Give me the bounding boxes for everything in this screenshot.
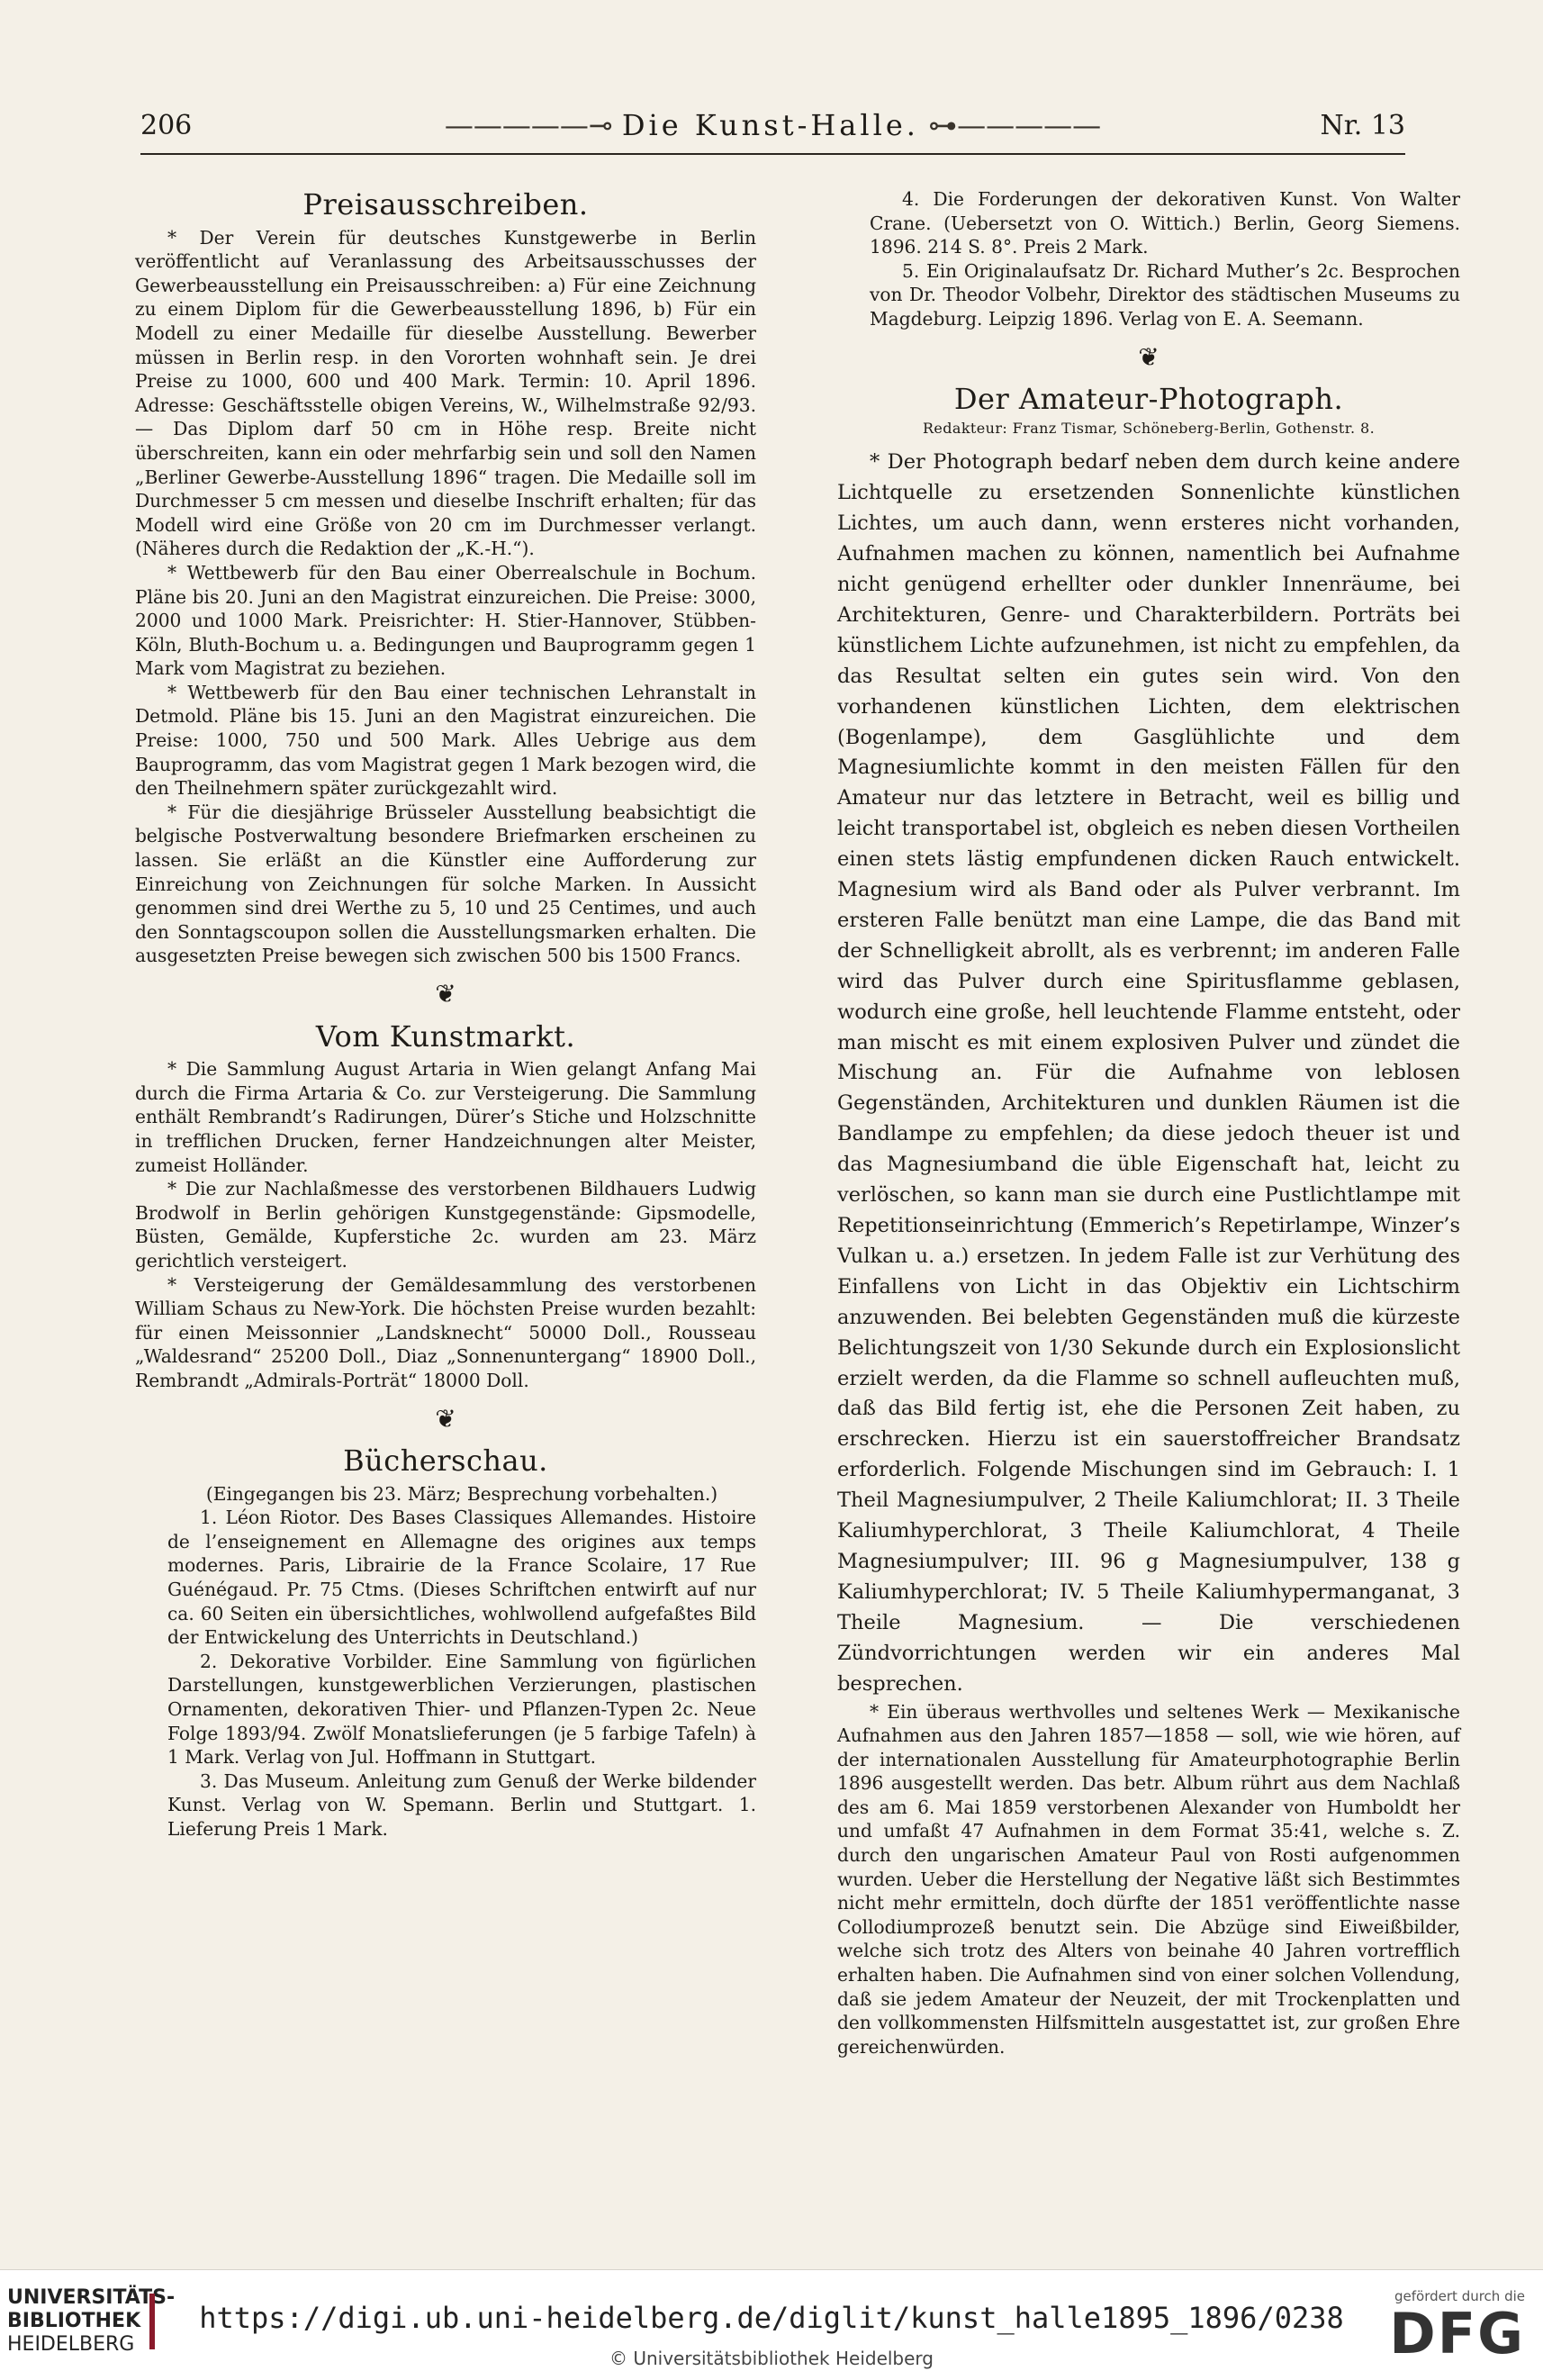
paragraph: * Der Photograph bedarf neben dem durch keine andere Lichtquelle zu ersetzenden Sonnenlichte künstlichen Lichtes, um auch dann, wenn ersteres nicht vorhanden, Aufnahmen machen zu können, namentlich bei Aufnahme nicht genügend erhellter oder dunkler Innenräume, bei Architekturen, Genre- und Charakterbildern. Porträts bei künstlichem Lichte aufzunehmen, ist nicht zu empfehlen, da das Resultat selten ein gutes sein wird. Von den vorhandenen künstlichen Lichten, dem elektrischen (Bogenlampe), dem Gasglühlichte und dem Magnesiumlichte kommt in den meisten Fällen für den Amateur nur das letztere in Betracht, weil es billig und leicht transportabel ist, obgleich es neben diesen Vortheilen einen stets lästig empfundenen dicken Rauch entwickelt. Magnesium wird als Band oder als Pulver verbrannt. Im ersteren Falle benützt man eine Lampe, die das Band mit der Schnelligkeit abrollt, als es verbrennt; im anderen Falle wird das Pulver durch eine Spiritusflamme geblasen, wodurch eine große, hell leuchtende Flamme entsteht, oder man mischt es mit einem explosiven Pulver und zündet die Mischung an. Für die Aufnahme von leblosen Gegenständen, Architekturen und dunklen Räumen ist die Bandlampe zu empfehlen; da diese jedoch theuer ist und das Magnesiumband die üble Eigenschaft hat, leicht zu verlöschen, so kann man sie durch eine Pustlichtlampe mit Repetitionseinrichtung (Emmerich’s Repetirlampe, Winzer’s Vulkan u. a.) ersetzen. In jedem Falle ist zur Verhütung des Einfallens von Licht in das Objektiv ein Lichtschirm anzuwenden. Bei belebten Gegenständen muß die kürzeste Belichtungszeit von 1/30 Sekunde durch ein Explosionslicht erzielt werden, da die Flamme so schnell aufleuchten muß, daß das Bild fertig ist, ehe die Personen Zeit haben, zu erschrecken. Hierzu ist ein sauerstoffreicher Brandsatz erforderlich. Folgende Mischungen sind im Gebrauch: I. 1 Theil Magnesiumpulver, 2 Theile Kaliumchlorat; II. 3 Theile Kaliumhyperchlorat, 3 Theile Kaliumchlorat, 4 Theile Magnesiumpulver; III. 96 g Magnesiumpulver, 138 g Kaliumhyperchlorat; IV. 5 Theile Kaliumhypermanganat, 3 Theile Magnesium. — Die verschiedenen Zündvorrichtungen werden wir ein anderes Mal besprechen. bbox=[837, 450, 1460, 1696]
header-rule bbox=[140, 153, 1405, 155]
paragraph: * Für die diesjährige Brüsseler Ausstellung beabsichtigt die belgische Postverwaltung besondere Briefmarken erscheinen zu lassen. Sie erläßt an die Künstler eine Aufforderung zur Einreichung von Zeichnungen für solche Marken. In Aussicht genommen sind drei Werthe zu 5, 10 und 25 Centimes, und auch den Sonntagscoupon sollen die Ausstellungsmarken erhalten. Die ausgesetzten Preise bewegen sich zwischen 500 bis 1500 Francs. bbox=[135, 801, 756, 967]
dfg-logo[interactable] bbox=[1389, 2288, 1525, 2364]
ornament-icon: ❦ bbox=[435, 979, 456, 1009]
paragraph: * Der Verein für deutsches Kunstgewerbe in Berlin veröffentlicht auf Veranlassung des Arbeitsausschusses der Gewerbeausstellung ein Preisausschreiben: a) Für eine Zeichnung zu einem Diplom für die Gewerbeausstellung 1896, b) Für ein Modell zu einer Medaille für dieselbe Ausstellung. Bewerber müssen in Berlin resp. in den Vororten wohnhaft sein. Je drei Preise zu 1000, 600 und 400 Mark. Termin: 10. April 1896. Adresse: Geschäftsstelle obigen Vereins, W., Wilhelmstraße 92/93. — Das Diplom darf 50 cm in Höhe resp. Breite nicht überschreiten, kann ein oder mehrfarbig sein und soll den Namen „Berliner Gewerbe-Ausstellung 1896“ tragen. Die Medaille soll im Durchmesser 5 cm messen und dieselbe Inschrift erhalten; für das Modell wird eine Größe von 20 cm im Durchmesser verlangt. (Näheres durch die Redaktion der „K.-H.“). bbox=[135, 226, 756, 560]
left-column bbox=[135, 187, 756, 1842]
section-heading-kunstmarkt: Vom Kunstmarkt. bbox=[315, 1018, 576, 1054]
article-body bbox=[837, 448, 1460, 1699]
permalink-url[interactable]: https://digi.ub.uni-heidelberg.de/diglit/kunst_halle1895_1896/0238 bbox=[199, 2301, 1344, 2335]
section-heading-amateur-photograph: Der Amateur-Photograph. bbox=[953, 382, 1344, 417]
funded-by-text: gefördert durch die bbox=[1394, 2288, 1525, 2304]
paragraph: * Die zur Nachlaßmesse des verstorbenen Bildhauers Ludwig Brodwolf in Berlin gehörigen Kunstgegenstände: Gipsmodelle, Büsten, Gemälde, Kupferstiche 2c. wurden am 23. März gerichtlich versteigert. bbox=[135, 1178, 756, 1271]
bibliography-item: 4. Die Forderungen der dekorativen Kunst. Von Walter Crane. (Uebersetzt von O. Wittich.) Berlin, Georg Siemens. 1896. 214 S. 8°. Preis 2 Mark. bbox=[870, 188, 1460, 258]
issue-number: Nr. 13 bbox=[1320, 110, 1405, 141]
paragraph: * Versteigerung der Gemäldesammlung des verstorbenen William Schaus zu New-York. Die höchsten Preise wurden bezahlt: für einen Meissonnier „Landsknecht“ 50000 Doll., Rousseau „Waldesrand“ 25200 Doll., Diaz „Sonnenuntergang“ 18900 Doll., Rembrandt „Admirals-Porträt“ 18000 Doll. bbox=[135, 1273, 756, 1391]
paragraph: * Wettbewerb für den Bau einer technischen Lehranstalt in Detmold. Pläne bis 15. Juni an den Magistrat einzureichen. Die Preise: 1000, 750 und 500 Mark. Alles Uebrige aus dem Bauprogramm, das vom Magistrat gegen 1 Mark bezogen wird, die den Theilnehmern später zurückgezahlt wird. bbox=[135, 681, 756, 800]
library-name-line: UNIVERSITÄTS- bbox=[7, 2286, 176, 2309]
ornament-icon: ❦ bbox=[435, 1403, 456, 1434]
bibliography-item: 2. Dekorative Vorbilder. Eine Sammlung von figürlichen Darstellungen, kunstgewerblichen Verzierungen, plastischen Ornamenten, dekorativen Thier- und Pflanzen-Typen 2c. Neue Folge 1893/94. Zwölf Monatslieferungen (je 5 farbige Tafeln) à 1 Mark. Verlag von Jul. Hoffmann in Stuttgart. bbox=[167, 1650, 756, 1769]
bibliography-item: 1. Léon Riotor. Des Bases Classiques Allemandes. Histoire de l’enseignement en Allemagne des origines aux temps modernes. Paris, Librairie de la France Scolaire, 17 Rue Guénégaud. Pr. 75 Ctms. (Dieses Schriftchen entwirft auf nur ca. 60 Seiten ein übersichtliches, wohlwollend aufgefaßtes Bild der Entwickelung des Unterrichts in Deutschland.) bbox=[167, 1507, 756, 1649]
library-name-line: HEIDELBERG bbox=[7, 2333, 135, 2356]
dfg-wordmark: DFG bbox=[1389, 2301, 1525, 2366]
bibliography-item: 3. Das Museum. Anleitung zum Genuß der Werke bildender Kunst. Verlag von W. Spemann. Berlin und Stuttgart. 1. Lieferung Preis 1 Mark. bbox=[167, 1769, 756, 1840]
paragraph: * Ein überaus werthvolles und seltenes Werk — Mexikanische Aufnahmen aus den Jahren 1857—1858 — soll, wie wie hören, auf der internationalen Ausstellung für Amateurphotographie Berlin 1896 ausgestellt werden. Das betr. Album rührt aus dem Nachlaß des am 6. Mai 1859 verstorbenen Alexander von Humboldt her und umfaßt 47 Aufnahmen in dem Format 35:41, welche s. Z. durch den ungarischen Amateur Paul von Rosti aufgenommen wurden. Ueber die Herstellung der Negative läßt sich Bestimmtes nicht mehr ermitteln, doch dürfte der 1851 veröffentlichte nasse Collodiumprozeß benutzt sein. Die Abzüge sind Eiweißbilder, welche sich trotz des Alters von beinahe 40 Jahren vortrefflich erhalten haben. Die Aufnahmen sind von einer solchen Vollendung, daß sie jedem Amateur der Neuzeit, der mit Trockenplatten und den vollkommensten Hilfsmitteln ausgestattet ist, zur großen Ehre gereichenwürden. bbox=[837, 1700, 1460, 2058]
editor-line: Redakteur: Franz Tismar, Schöneberg-Berlin, Gothenstr. 8. bbox=[922, 419, 1376, 437]
ornament-icon: ❦ bbox=[1138, 341, 1160, 372]
page-number: 206 bbox=[140, 110, 193, 141]
running-header bbox=[140, 106, 1405, 151]
right-column bbox=[837, 187, 1460, 2059]
received-note: (Eingegangen bis 23. März; Besprechung vorbehalten.) bbox=[205, 1482, 718, 1505]
viewer-footer bbox=[0, 2269, 1543, 2380]
section-heading-buecherschau: Bücherschau. bbox=[343, 1443, 548, 1479]
bibliography-item: 5. Ein Originalaufsatz Dr. Richard Muther’s 2c. Besprochen von Dr. Theodor Volbehr, Direktor des städtischen Museums zu Magdeburg. Leipzig 1896. Verlag von E. A. Seemann. bbox=[870, 259, 1460, 330]
paragraph: * Die Sammlung August Artaria in Wien gelangt Anfang Mai durch die Firma Artaria & Co. zur Versteigerung. Die Sammlung enthält Rembrandt’s Radirungen, Dürer’s Stiche und Holzschnitte in trefflichen Drucken, ferner Handzeichnungen alter Meister, zumeist Holländer. bbox=[135, 1058, 756, 1176]
library-name-line: BIBLIOTHEK bbox=[7, 2310, 141, 2332]
paragraph: * Wettbewerb für den Bau einer Oberrealschule in Bochum. Pläne bis 20. Juni an den Magistrat einzureichen. Die Preise: 3000, 2000 und 1000 Mark. Preisrichter: H. Stier-Hannover, Stübben-Köln, Bluth-Bochum u. a. Bedingungen und Bauprogramm gegen 1 Mark vom Magistrat zu beziehen. bbox=[135, 561, 756, 680]
journal-title bbox=[140, 108, 1405, 142]
journal-title-text: Die Kunst-Halle. bbox=[621, 108, 919, 142]
copyright-notice: © Universitätsbibliothek Heidelberg bbox=[609, 2348, 934, 2369]
section-heading-preisausschreiben: Preisausschreiben. bbox=[302, 187, 589, 222]
